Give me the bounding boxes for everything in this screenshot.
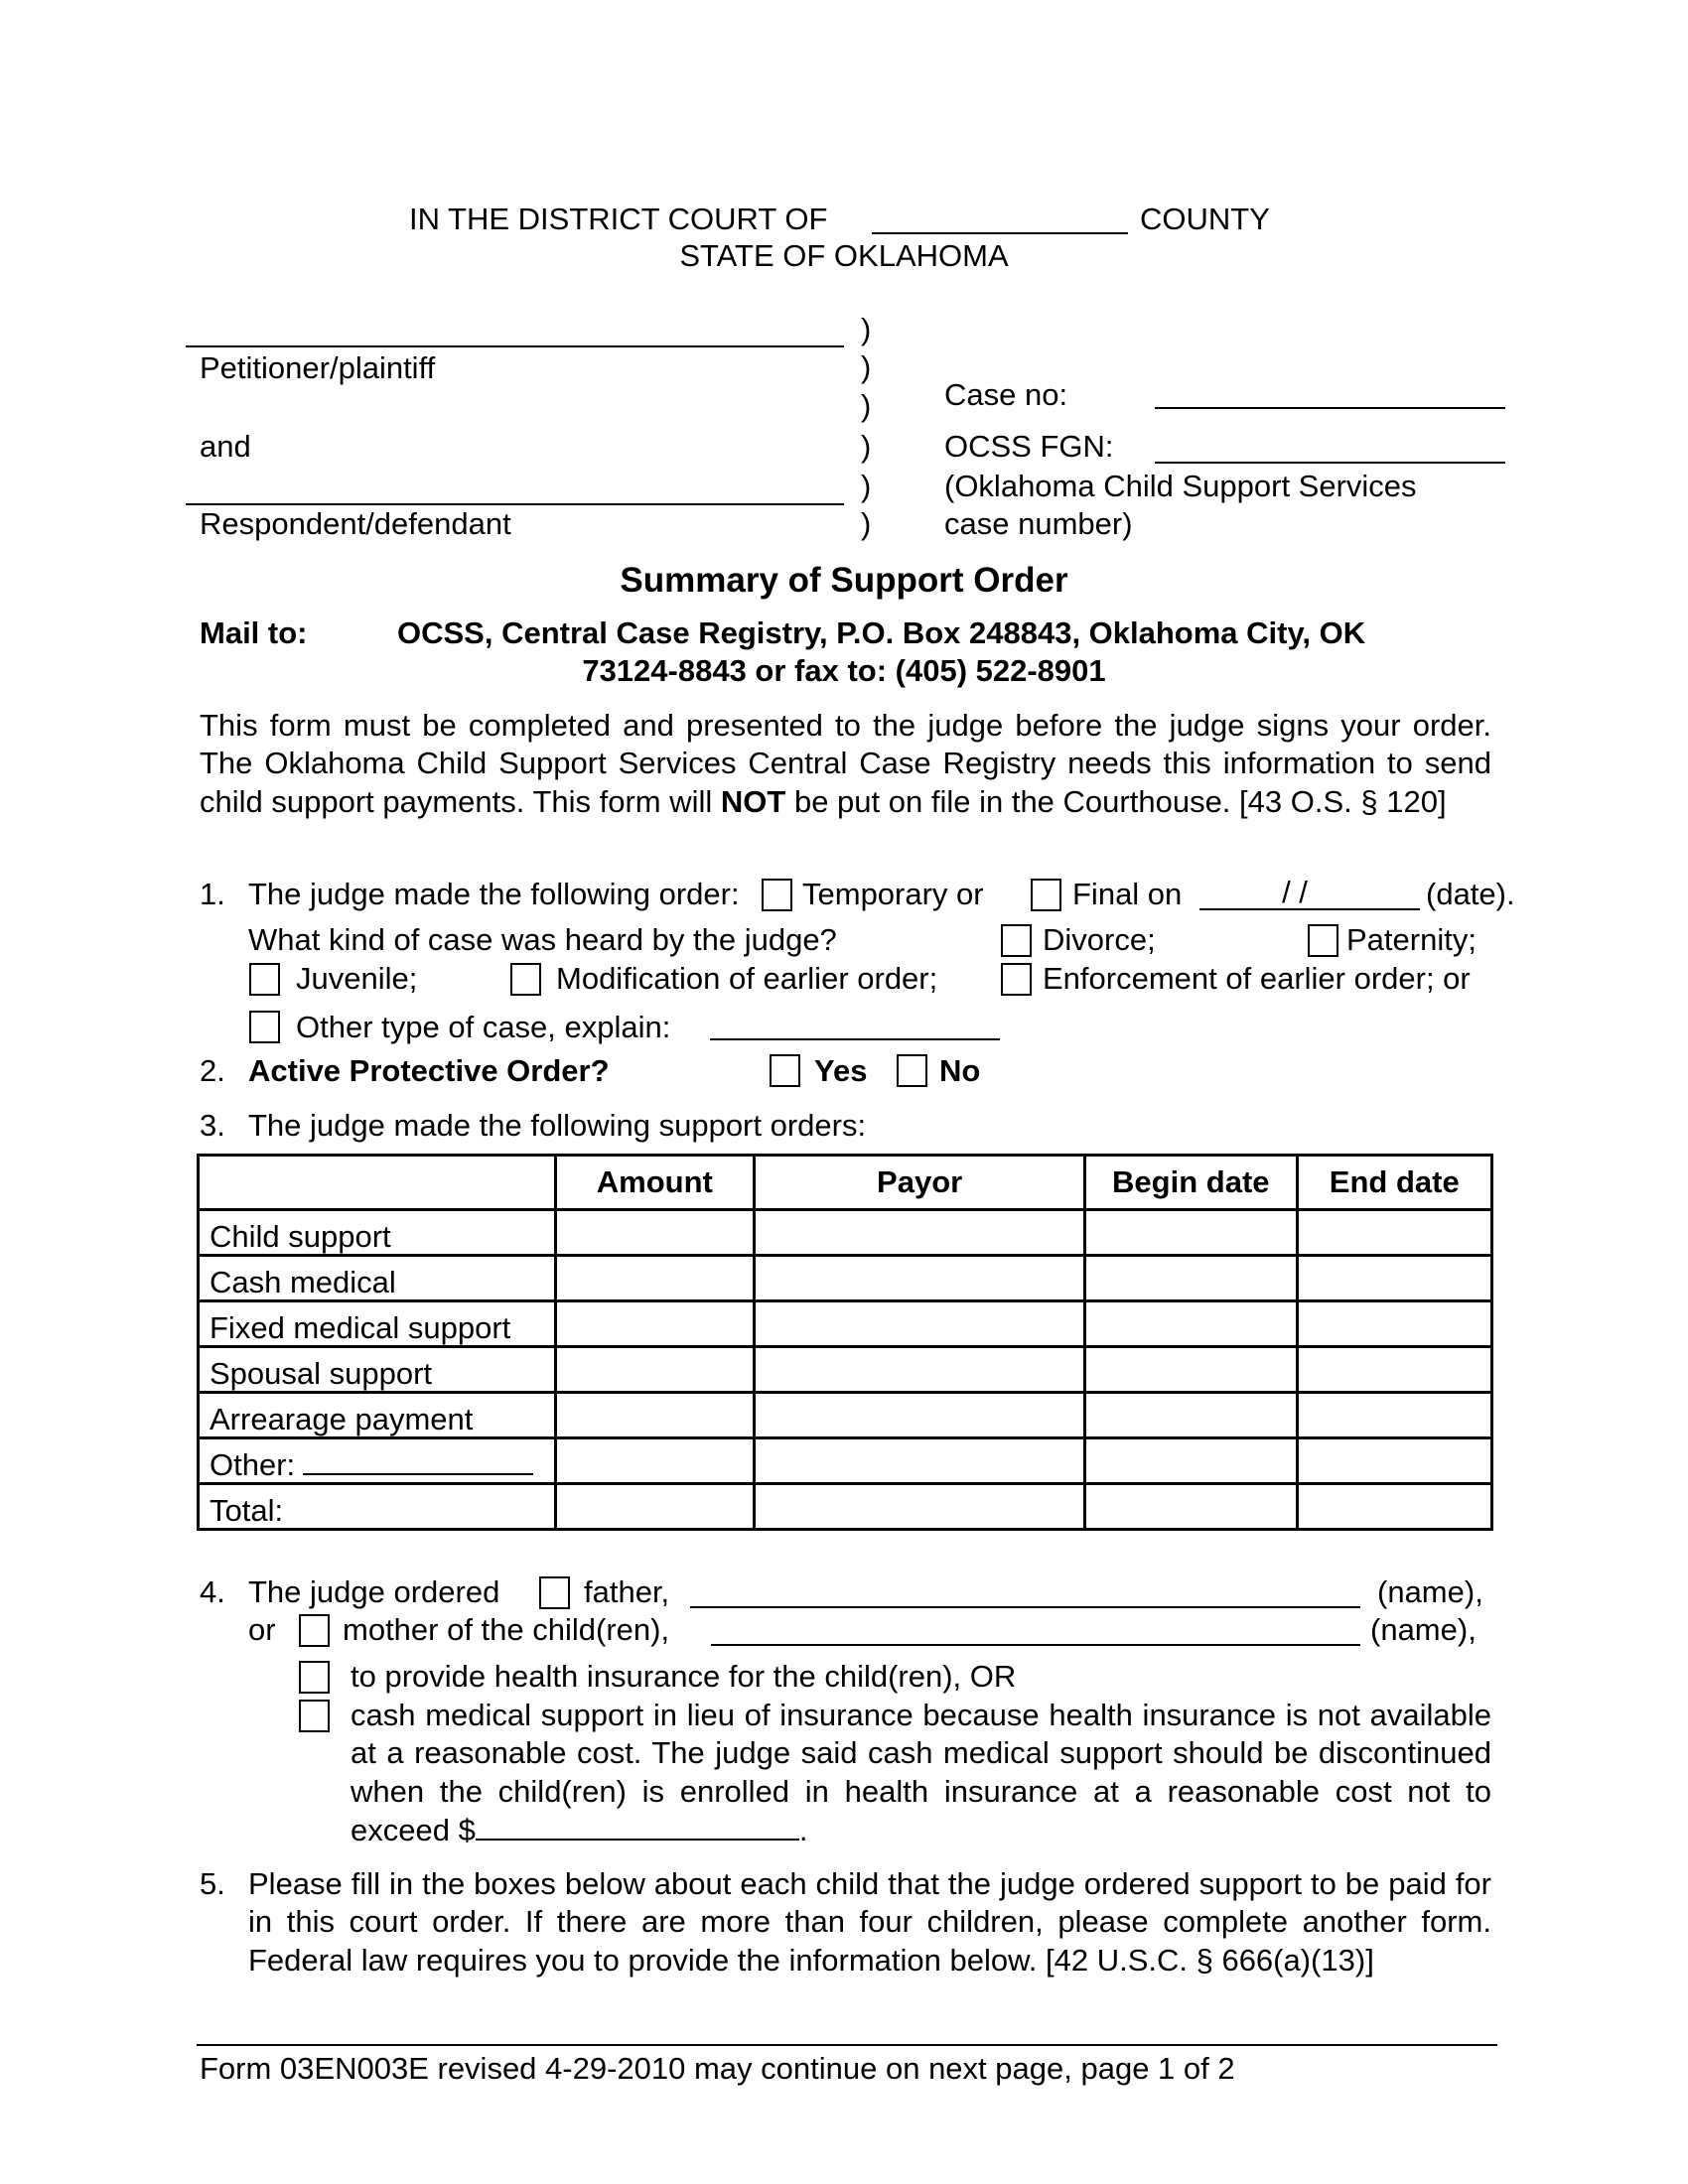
page-title: Summary of Support Order — [620, 561, 1068, 600]
amount-cell[interactable] — [555, 1256, 755, 1301]
father-name-field[interactable] — [690, 1606, 1360, 1608]
mail-address-line1: OCSS, Central Case Registry, P.O. Box 248843, Oklahoma City, OK — [397, 615, 1366, 650]
item1-number: 1. — [200, 877, 225, 911]
begin-date-cell[interactable] — [1085, 1301, 1297, 1347]
payor-cell[interactable] — [755, 1484, 1085, 1530]
item3-number: 3. — [200, 1108, 225, 1143]
item2-text: Active Protective Order? — [248, 1053, 610, 1088]
cash-medical-checkbox[interactable] — [299, 1700, 330, 1732]
row-label-other — [199, 1438, 556, 1484]
respondent-name-field[interactable] — [186, 503, 844, 505]
amount-cell[interactable] — [555, 1347, 755, 1393]
end-date-cell[interactable] — [1297, 1347, 1491, 1393]
table-row — [199, 1393, 1492, 1438]
end-date-cell[interactable] — [1297, 1484, 1491, 1530]
mail-address-line2: 73124-8843 or fax to: (405) 522-8901 — [582, 653, 1106, 688]
payor-cell[interactable] — [755, 1347, 1085, 1393]
father-label: father, — [584, 1574, 670, 1609]
item5-text: Please fill in the boxes below about each child that the judge ordered support to be paid for in this court order. If there are more than four children, please complete another form. Federal law requires you to provide the information below. [42 U.S.C. § 666(a)(13)] — [248, 1866, 1491, 1978]
end-date-cell[interactable] — [1297, 1256, 1491, 1301]
mother-label: mother of the child(ren), — [343, 1612, 670, 1647]
no-label: No — [939, 1053, 981, 1088]
modification-checkbox[interactable] — [510, 963, 541, 996]
juvenile-label: Juvenile; — [296, 961, 418, 996]
health-insurance-checkbox[interactable] — [299, 1661, 330, 1694]
name-label: (name), — [1370, 1612, 1477, 1647]
paternity-label: Paternity; — [1346, 922, 1477, 957]
caption-paren: ) — [861, 429, 872, 464]
payor-cell[interactable] — [755, 1393, 1085, 1438]
amount-cell[interactable] — [555, 1301, 755, 1347]
period: . — [798, 1812, 808, 1847]
mail-to-label: Mail to: — [200, 615, 308, 650]
name-label: (name), — [1377, 1574, 1483, 1609]
ocss-note-line2: case number) — [944, 506, 1133, 541]
court-line-suffix: COUNTY — [1140, 202, 1270, 236]
modification-label: Modification of earlier order; — [556, 961, 938, 996]
or-label: or — [248, 1612, 276, 1647]
row-label: Spousal support — [199, 1347, 556, 1393]
intro-paragraph — [200, 707, 1491, 821]
payor-cell[interactable] — [755, 1210, 1085, 1256]
yes-label: Yes — [814, 1053, 868, 1088]
footer-divider — [197, 2044, 1497, 2046]
enforcement-checkbox[interactable] — [1001, 963, 1032, 996]
item4-number: 4. — [200, 1574, 225, 1609]
health-insurance-label: to provide health insurance for the child(ren), OR — [351, 1659, 1017, 1694]
end-date-cell[interactable] — [1297, 1438, 1491, 1484]
item3-text: The judge made the following support orders: — [248, 1108, 867, 1143]
row-label: Cash medical — [199, 1256, 556, 1301]
enforcement-label: Enforcement of earlier order; or — [1043, 961, 1471, 996]
table-row — [199, 1347, 1492, 1393]
protective-order-no-checkbox[interactable] — [897, 1054, 927, 1087]
item5-number: 5. — [200, 1866, 225, 1901]
petitioner-label: Petitioner/plaintiff — [200, 350, 436, 385]
column-header — [199, 1156, 556, 1210]
footer-text: Form 03EN003E revised 4-29-2010 may continue on next page, page 1 of 2 — [200, 2051, 1235, 2086]
column-header: Begin date — [1085, 1156, 1297, 1210]
begin-date-cell[interactable] — [1085, 1393, 1297, 1438]
caption-paren: ) — [861, 388, 872, 423]
payor-cell[interactable] — [755, 1256, 1085, 1301]
divorce-label: Divorce; — [1043, 922, 1156, 957]
row-label: Arrearage payment — [199, 1393, 556, 1438]
end-date-cell[interactable] — [1297, 1301, 1491, 1347]
petitioner-name-field[interactable] — [186, 345, 844, 347]
county-name-field[interactable] — [872, 232, 1128, 234]
amount-cell[interactable] — [555, 1438, 755, 1484]
father-checkbox[interactable] — [539, 1576, 570, 1609]
other-case-checkbox[interactable] — [249, 1011, 280, 1043]
and-label: and — [200, 429, 251, 464]
other-case-explain-field[interactable] — [710, 1038, 1000, 1040]
row-label: Fixed medical support — [199, 1301, 556, 1347]
cash-medical-text: cash medical support in lieu of insurance because health insurance is not available at a reasonable cost. The judge said cash medical support should be discontinued when the child(ren) is enrolled in health insurance at a reasonable cost not to exceed $ — [351, 1698, 1491, 1847]
begin-date-cell[interactable] — [1085, 1347, 1297, 1393]
date-suffix: (date). — [1426, 877, 1515, 911]
temporary-checkbox[interactable] — [762, 879, 792, 911]
ocss-fgn-label: OCSS FGN: — [944, 429, 1114, 464]
end-date-cell[interactable] — [1297, 1393, 1491, 1438]
respondent-label: Respondent/defendant — [200, 506, 511, 541]
final-label: Final on — [1072, 877, 1183, 911]
other-type-field[interactable] — [303, 1447, 533, 1475]
other-case-label: Other type of case, explain: — [296, 1010, 671, 1044]
caption-paren: ) — [861, 349, 872, 384]
column-header: Payor — [755, 1156, 1085, 1210]
divorce-checkbox[interactable] — [1001, 924, 1032, 957]
table-row — [199, 1438, 1492, 1484]
intro-text: be put on file in the Courthouse. [43 O.S. § 120] — [785, 783, 1447, 819]
state-line: STATE OF OKLAHOMA — [679, 238, 1009, 273]
table-row — [199, 1210, 1492, 1256]
begin-date-cell[interactable] — [1085, 1210, 1297, 1256]
table-row — [199, 1301, 1492, 1347]
court-line-prefix: IN THE DISTRICT COURT OF — [409, 202, 828, 236]
table-header-row — [199, 1156, 1492, 1210]
table-row — [199, 1484, 1492, 1530]
juvenile-checkbox[interactable] — [249, 963, 280, 996]
caption-paren: ) — [861, 312, 872, 346]
row-label: Child support — [199, 1210, 556, 1256]
final-checkbox[interactable] — [1031, 879, 1061, 911]
end-date-cell[interactable] — [1297, 1210, 1491, 1256]
amount-cell[interactable] — [555, 1484, 755, 1530]
case-type-question: What kind of case was heard by the judge? — [248, 922, 837, 957]
table-row — [199, 1256, 1492, 1301]
amount-cell[interactable] — [555, 1210, 755, 1256]
ocss-fgn-field[interactable] — [1155, 462, 1505, 464]
item1-text: The judge made the following order: — [248, 877, 740, 911]
temporary-label: Temporary or — [802, 877, 984, 911]
mother-name-field[interactable] — [711, 1644, 1360, 1646]
cash-medical-label — [351, 1697, 1491, 1849]
item2-number: 2. — [200, 1053, 225, 1088]
case-no-field[interactable] — [1155, 407, 1505, 409]
protective-order-yes-checkbox[interactable] — [770, 1054, 800, 1087]
payor-cell[interactable] — [755, 1438, 1085, 1484]
amount-cell[interactable] — [555, 1393, 755, 1438]
column-header: End date — [1297, 1156, 1491, 1210]
row-label: Total: — [199, 1484, 556, 1530]
ocss-note-line1: (Oklahoma Child Support Services — [944, 469, 1417, 503]
caption-paren: ) — [861, 506, 872, 541]
begin-date-cell[interactable] — [1085, 1438, 1297, 1484]
cost-limit-field[interactable] — [476, 1811, 799, 1841]
item4-text: The judge ordered — [248, 1574, 500, 1609]
case-no-label: Case no: — [944, 377, 1068, 412]
row-label: Other: — [210, 1447, 296, 1482]
caption-paren: ) — [861, 469, 872, 503]
intro-emphasis: NOT — [720, 783, 786, 819]
payor-cell[interactable] — [755, 1301, 1085, 1347]
final-date-field[interactable]: / / — [1199, 877, 1420, 910]
paternity-checkbox[interactable] — [1308, 924, 1338, 957]
begin-date-cell[interactable] — [1085, 1256, 1297, 1301]
support-orders-table — [197, 1154, 1493, 1531]
mother-checkbox[interactable] — [299, 1614, 330, 1647]
intro-text: This form must be completed and presented to the judge before the judge signs your order. The Oklahoma Child Support Services Central Case Registry needs this information to send child support payments. This form will — [200, 708, 1491, 819]
column-header: Amount — [555, 1156, 755, 1210]
begin-date-cell[interactable] — [1085, 1484, 1297, 1530]
